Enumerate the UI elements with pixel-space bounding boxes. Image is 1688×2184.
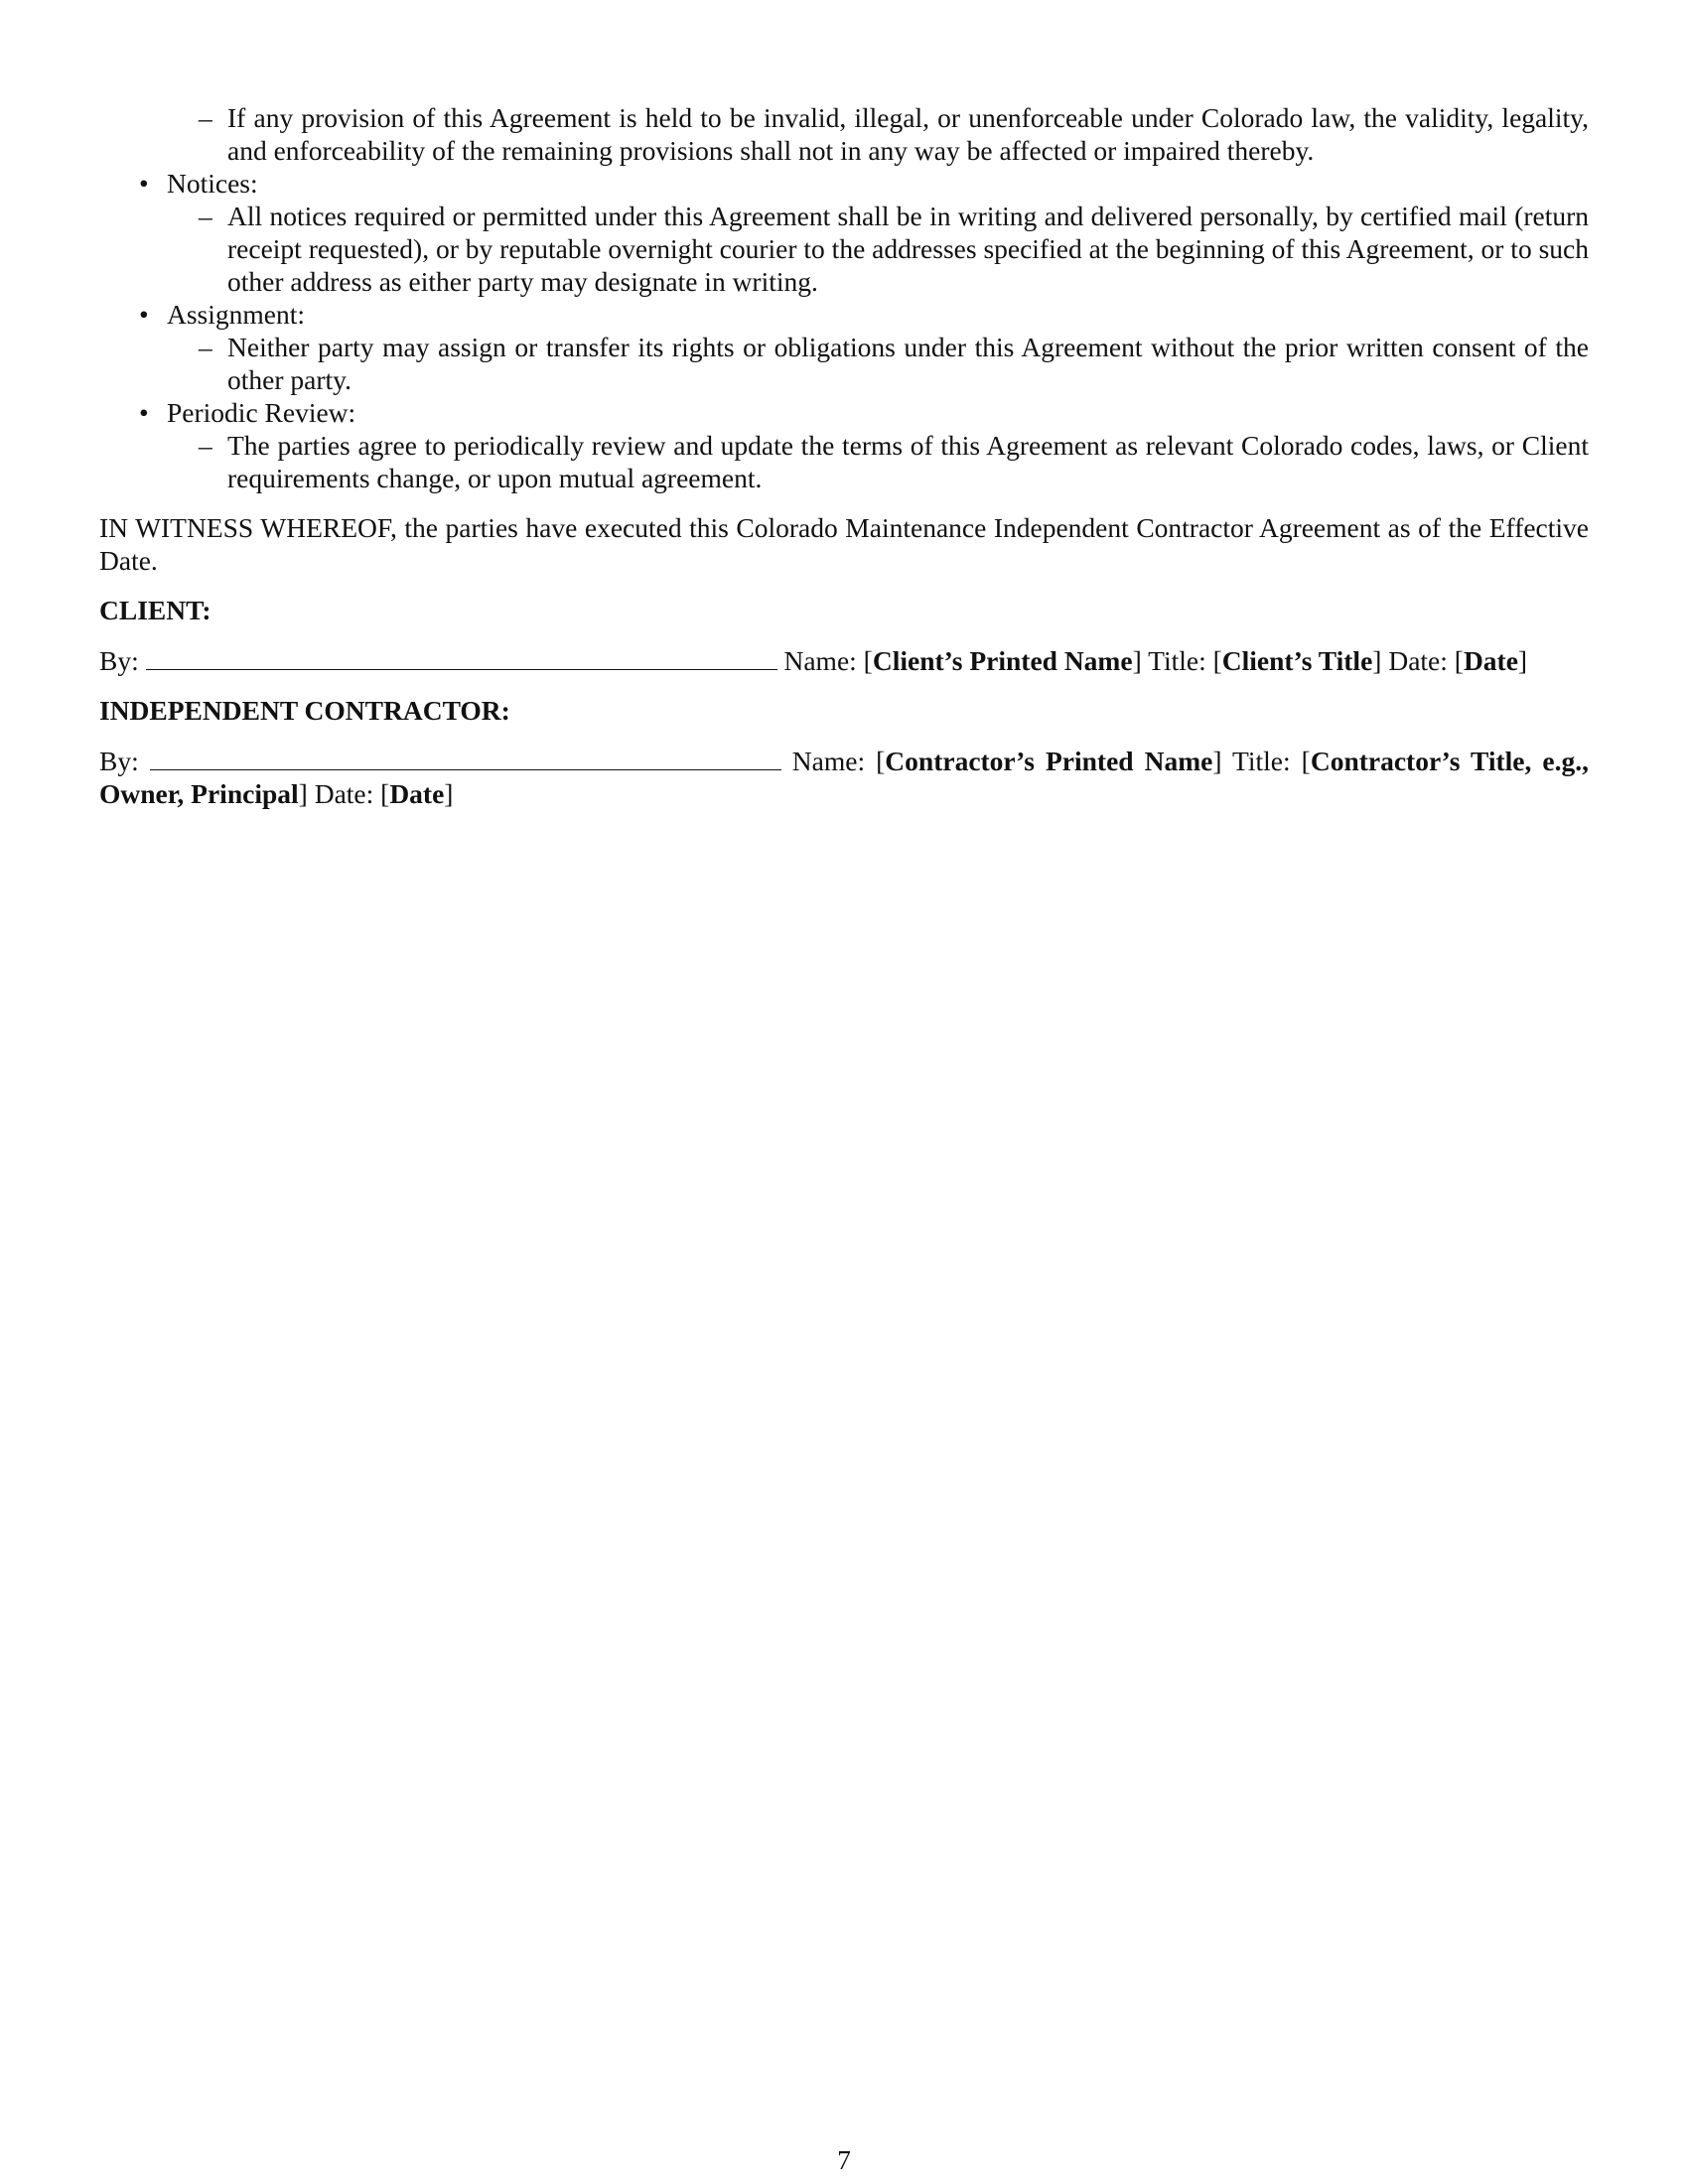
client-name-placeholder: Client’s Printed Name <box>872 645 1133 676</box>
sub-item-assignment <box>99 331 1589 396</box>
sub-item-text: If any provision of this Agreement is held to be invalid, illegal, or unenforceable under Colorado law, the validity, legality, and enforceability of the remaining provisions shall not in any way be affected or impaired thereby. <box>227 102 1589 166</box>
contractor-signature-line[interactable] <box>150 748 781 770</box>
witness-paragraph: IN WITNESS WHEREOF, the parties have executed this Colorado Maintenance Independent Contractor Agreement as of the Effective Date. <box>99 512 1589 576</box>
contractor-signature-block: By: Name: [Contractor’s Printed Name] Title: [Contractor’s Title, e.g., Owner, Principal] Date: [Date] <box>99 746 1589 809</box>
bullet-marker: • <box>139 299 149 330</box>
list-item-assignment <box>99 298 1589 331</box>
sublist-notices <box>99 200 1589 298</box>
client-signature-line[interactable] <box>146 647 777 670</box>
contractor-name-placeholder: Contractor’s Printed Name <box>885 746 1213 776</box>
page-number: 7 <box>837 2144 851 2175</box>
dash-marker: – <box>199 332 212 362</box>
continued-sublist <box>99 101 1589 167</box>
client-title-placeholder: Client’s Title <box>1221 645 1373 676</box>
client-heading: CLIENT: <box>99 595 211 625</box>
by-label: By: <box>99 645 139 676</box>
name-label: Name: <box>791 746 866 776</box>
list-item-label: Periodic Review: <box>167 397 356 428</box>
title-label: Title: <box>1232 746 1291 776</box>
date-label: Date: <box>314 778 374 809</box>
list-item-notices <box>99 167 1589 200</box>
sub-item-notices <box>99 200 1589 298</box>
sublist-assignment <box>99 331 1589 396</box>
contractor-title-placeholder: Contractor’s Title, e.g., Owner, Principal <box>99 746 1589 809</box>
list-item-label: Assignment: <box>167 299 306 330</box>
sub-item-text: All notices required or permitted under this Agreement shall be in writing and delivered personally, by certified mail (return receipt requested), or by reputable overnight courier to the addresses specified at the beginning of this Agreement, or to such other address as either party may designate in writing. <box>227 201 1589 297</box>
contractor-heading: INDEPENDENT CONTRACTOR: <box>99 695 510 726</box>
list-item-periodic-review <box>99 396 1589 429</box>
title-label: Title: <box>1148 645 1206 676</box>
contractor-date-placeholder: Date <box>389 778 445 809</box>
sub-item-text: Neither party may assign or transfer its rights or obligations under this Agreement without the prior written consent of the other party. <box>227 332 1589 395</box>
dash-marker: – <box>199 430 212 461</box>
by-label: By: <box>99 746 139 776</box>
provision-list <box>99 298 1589 331</box>
bullet-marker: • <box>139 168 149 199</box>
sublist-periodic-review <box>99 429 1589 494</box>
date-label: Date: <box>1388 645 1448 676</box>
client-date-placeholder: Date <box>1463 645 1518 676</box>
dash-marker: – <box>199 102 212 133</box>
client-signature-block: By: Name: [Client’s Printed Name] Title: [Client’s Title] Date: [Date] <box>99 645 1528 676</box>
sub-item-severability <box>99 101 1589 167</box>
name-label: Name: <box>783 645 857 676</box>
document-page <box>99 101 1589 810</box>
dash-marker: – <box>199 201 212 231</box>
sub-item-periodic-review <box>99 429 1589 494</box>
provision-list <box>99 167 1589 200</box>
bullet-marker: • <box>139 397 149 428</box>
provision-list <box>99 396 1589 429</box>
list-item-label: Notices: <box>167 168 258 199</box>
sub-item-text: The parties agree to periodically review and update the terms of this Agreement as relevant Colorado codes, laws, or Client requirements change, or upon mutual agreement. <box>227 430 1589 493</box>
